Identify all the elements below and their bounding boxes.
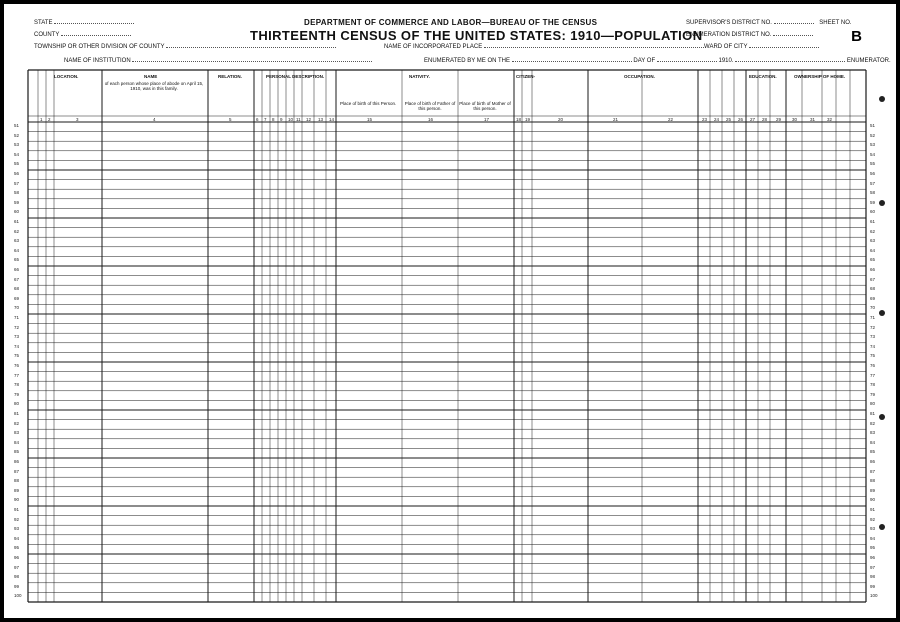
col-education: EDUCATION.	[749, 74, 777, 79]
col-father-birth: Place of birth of Father of this person.	[404, 101, 456, 111]
row-number-right: 88	[870, 478, 876, 484]
row-number-right: 92	[870, 516, 876, 522]
row-number-left: 97	[14, 564, 20, 570]
col-name: NAME	[144, 74, 158, 79]
institution-label: NAME OF INSTITUTION	[64, 58, 131, 64]
column-number: 2	[48, 116, 51, 122]
row-number-left: 94	[14, 535, 20, 541]
column-number: 25	[726, 116, 732, 122]
row-number-right: 90	[870, 497, 876, 503]
row-number-left: 70	[14, 305, 20, 311]
column-number: 26	[738, 116, 744, 122]
department-heading: DEPARTMENT OF COMMERCE AND LABOR—BUREAU OF THE CENSUS	[304, 18, 598, 27]
row-number-right: 70	[870, 305, 876, 311]
row-number-right: 98	[870, 574, 876, 580]
row-number-right: 55	[870, 161, 876, 167]
col-personal: PERSONAL DESCRIPTION.	[266, 74, 325, 79]
row-number-right: 99	[870, 583, 876, 589]
row-number-right: 73	[870, 334, 876, 340]
row-number-right: 85	[870, 449, 876, 455]
supervisor-label: SUPERVISOR'S DISTRICT NO.	[686, 20, 772, 26]
township-label: TOWNSHIP OR OTHER DIVISION OF COUNTY	[34, 44, 165, 50]
row-number-left: 74	[14, 343, 20, 349]
column-number: 3	[76, 116, 79, 122]
column-number: 16	[428, 116, 434, 122]
binder-hole	[879, 310, 885, 316]
row-number-right: 51	[870, 123, 876, 128]
row-number-left: 65	[14, 257, 20, 263]
row-number-left: 67	[14, 276, 20, 282]
column-number: 30	[792, 116, 798, 122]
row-number-right: 74	[870, 343, 876, 349]
page-title: THIRTEENTH CENSUS OF THE UNITED STATES: 1910—POPULATION	[250, 28, 703, 43]
row-number-left: 98	[14, 574, 20, 580]
enumeration-label: ENUMERATION DISTRICT NO.	[686, 32, 772, 38]
column-number: 32	[827, 116, 833, 122]
row-number-right: 96	[870, 555, 876, 560]
column-number: 14	[329, 116, 335, 122]
row-number-right: 87	[870, 468, 876, 474]
row-number-left: 72	[14, 324, 20, 330]
row-number-right: 82	[870, 420, 876, 426]
row-number-right: 53	[870, 142, 876, 148]
column-number: 29	[776, 116, 782, 122]
row-number-right: 71	[870, 315, 876, 320]
column-number: 31	[810, 116, 816, 122]
state-label: STATE	[34, 20, 53, 26]
column-number: 5	[229, 116, 232, 122]
column-number: 21	[613, 116, 619, 122]
row-number-right: 72	[870, 324, 876, 330]
col-mother-birth: Place of birth of Mother of this person.	[459, 101, 511, 111]
row-number-left: 85	[14, 449, 20, 455]
row-number-left: 69	[14, 295, 20, 301]
row-number-left: 80	[14, 401, 20, 407]
row-number-left: 52	[14, 132, 20, 138]
col-nativity: NATIVITY.	[409, 74, 430, 79]
row-number-left: 95	[14, 545, 20, 551]
row-number-right: 67	[870, 276, 876, 282]
row-number-right: 54	[870, 151, 876, 157]
row-number-left: 66	[14, 267, 20, 272]
row-number-right: 68	[870, 286, 876, 292]
column-number: 28	[762, 116, 768, 122]
row-number-left: 55	[14, 161, 20, 167]
row-number-left: 100	[14, 593, 22, 599]
enumerator-label: ENUMERATOR.	[846, 58, 891, 64]
row-number-right: 97	[870, 564, 876, 570]
census-sheet	[4, 4, 896, 618]
col-ownership: OWNERSHIP OF HOME.	[794, 74, 846, 79]
row-number-left: 99	[14, 583, 20, 589]
row-number-right: 86	[870, 459, 876, 464]
row-number-left: 53	[14, 142, 20, 148]
row-number-left: 92	[14, 516, 20, 522]
row-number-right: 56	[870, 171, 876, 176]
row-number-right: 94	[870, 535, 876, 541]
column-number: 27	[750, 116, 756, 122]
ward-label: WARD OF CITY	[704, 44, 748, 50]
row-number-right: 77	[870, 372, 876, 378]
row-number-left: 91	[14, 507, 20, 512]
row-number-right: 80	[870, 401, 876, 407]
row-number-right: 81	[870, 411, 876, 416]
binder-hole	[879, 414, 885, 420]
sheet-letter: B	[851, 28, 862, 45]
county-label: COUNTY	[34, 32, 60, 38]
column-number: 6	[256, 116, 259, 122]
row-number-right: 76	[870, 363, 876, 368]
column-number: 18	[516, 116, 522, 122]
column-number: 8	[272, 116, 275, 122]
row-number-left: 59	[14, 199, 20, 205]
row-number-right: 60	[870, 209, 876, 215]
row-number-left: 51	[14, 123, 20, 128]
row-number-right: 66	[870, 267, 876, 272]
row-number-right: 57	[870, 180, 876, 186]
column-number: 4	[153, 116, 156, 122]
column-number: 23	[702, 116, 708, 122]
row-number-left: 79	[14, 391, 20, 397]
col-occupation: OCCUPATION.	[624, 74, 655, 79]
row-number-left: 57	[14, 180, 20, 186]
column-number: 24	[714, 116, 720, 122]
row-number-right: 100	[870, 593, 878, 599]
row-number-left: 84	[14, 439, 20, 445]
column-number: 10	[288, 116, 294, 122]
column-number: 22	[668, 116, 674, 122]
row-number-left: 64	[14, 247, 20, 253]
col-person-birth: Place of birth of this Person.	[340, 101, 397, 106]
binder-hole	[879, 96, 885, 102]
row-number-right: 75	[870, 353, 876, 359]
form-grid	[4, 4, 896, 618]
column-number: 17	[484, 116, 490, 122]
row-number-left: 96	[14, 555, 20, 560]
column-number: 15	[367, 116, 373, 122]
column-number: 19	[525, 116, 531, 122]
row-number-left: 71	[14, 315, 20, 320]
column-number: 9	[280, 116, 283, 122]
row-number-right: 78	[870, 382, 876, 388]
row-number-left: 73	[14, 334, 20, 340]
row-number-left: 68	[14, 286, 20, 292]
column-number: 13	[318, 116, 324, 122]
row-number-left: 56	[14, 171, 20, 176]
column-number: 20	[558, 116, 564, 122]
day-label: DAY OF	[633, 58, 656, 64]
row-number-left: 89	[14, 487, 20, 493]
row-number-left: 75	[14, 353, 20, 359]
row-number-left: 88	[14, 478, 20, 484]
binder-hole	[879, 524, 885, 530]
col-relation: RELATION.	[218, 74, 242, 79]
row-number-left: 86	[14, 459, 20, 464]
row-number-left: 81	[14, 411, 20, 416]
enumerated-label: ENUMERATED BY ME ON THE	[424, 58, 511, 64]
incorporated-label: NAME OF INCORPORATED PLACE	[384, 44, 483, 50]
row-number-right: 64	[870, 247, 876, 253]
row-number-left: 61	[14, 219, 20, 224]
row-number-right: 61	[870, 219, 876, 224]
row-number-left: 93	[14, 526, 20, 532]
column-number: 7	[264, 116, 267, 122]
row-number-right: 83	[870, 430, 876, 436]
sheet-label: SHEET NO.	[819, 20, 852, 26]
col-name-sub: of each person whose place of abode on April 15, 1910, was in this family.	[104, 81, 204, 91]
row-number-right: 93	[870, 526, 876, 532]
row-number-left: 54	[14, 151, 20, 157]
row-number-right: 69	[870, 295, 876, 301]
year-label: 1910.	[718, 58, 734, 64]
row-number-left: 77	[14, 372, 20, 378]
row-number-right: 63	[870, 238, 876, 244]
row-number-right: 52	[870, 132, 876, 138]
row-number-right: 91	[870, 507, 876, 512]
col-location: LOCATION.	[54, 74, 79, 79]
binder-hole	[879, 200, 885, 206]
row-number-left: 60	[14, 209, 20, 215]
row-number-left: 82	[14, 420, 20, 426]
row-number-right: 95	[870, 545, 876, 551]
row-number-left: 78	[14, 382, 20, 388]
row-number-left: 62	[14, 228, 20, 234]
row-number-right: 89	[870, 487, 876, 493]
column-number: 11	[296, 116, 301, 122]
row-number-right: 59	[870, 199, 876, 205]
row-number-right: 84	[870, 439, 876, 445]
row-number-left: 87	[14, 468, 20, 474]
col-citizenship: CITIZEN-	[516, 74, 535, 79]
column-number: 1	[40, 116, 43, 122]
row-number-right: 62	[870, 228, 876, 234]
row-number-left: 58	[14, 190, 20, 196]
row-number-left: 76	[14, 363, 20, 368]
row-number-left: 63	[14, 238, 20, 244]
column-number: 12	[306, 116, 312, 122]
row-number-left: 83	[14, 430, 20, 436]
row-number-right: 58	[870, 190, 876, 196]
row-number-right: 65	[870, 257, 876, 263]
row-number-right: 79	[870, 391, 876, 397]
row-number-left: 90	[14, 497, 20, 503]
